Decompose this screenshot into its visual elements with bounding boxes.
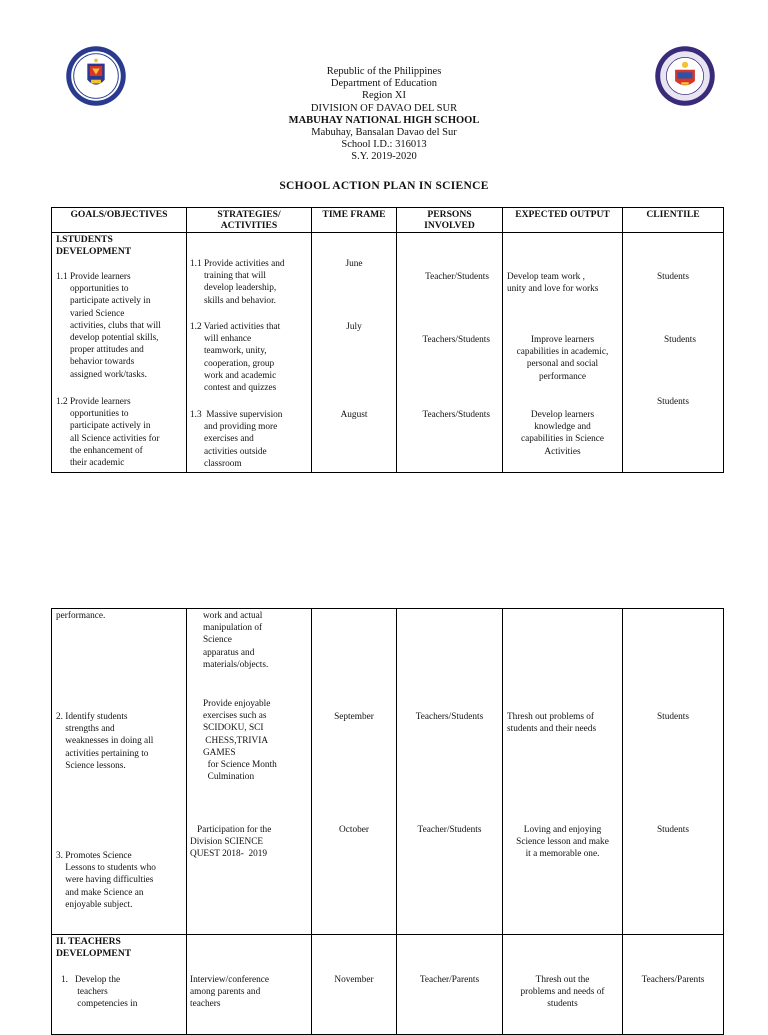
teachers-time-cell <box>312 935 397 1035</box>
clientele-cell-cont <box>623 609 724 935</box>
col-header-goals: GOALS/OBJECTIVES <box>52 208 187 233</box>
persons-2b: Teachers/Students <box>415 712 484 722</box>
strategies-cell-cont <box>187 609 312 935</box>
document-header <box>0 66 768 164</box>
expected-output-cell-cont <box>503 609 623 935</box>
time-july: July <box>346 322 362 332</box>
header-republic: Republic of the Philippines <box>326 66 442 77</box>
clientele-3: Students <box>656 397 690 407</box>
goal-continuation: performance. <box>56 611 106 621</box>
output-2b: Thresh out problems of students and their needs <box>507 712 597 735</box>
teacher-output-1: Thresh out the problems and needs of students <box>520 975 605 1010</box>
teacher-goal-1: 1. Develop the teachers competencies in <box>61 975 138 1010</box>
strategy-1-2: 1.2 Varied activities that will enhance teamwork, unity, cooperation, group work and academic contest and quizzes <box>190 322 281 394</box>
strategy-2: Provide enjoyable exercises such as SCIDOKU, SCI CHESS,TRIVIA GAMES for Science Month Culmination <box>202 699 277 783</box>
clientele-2: Students <box>663 335 697 345</box>
teachers-clientele-cell <box>623 935 724 1035</box>
clientele-2b: Students <box>656 712 690 722</box>
persons-3b: Teacher/Students <box>417 825 482 835</box>
goals-cell <box>52 233 187 473</box>
expected-output-cell <box>503 233 623 473</box>
teachers-persons-cell <box>397 935 503 1035</box>
teachers-goals-cell <box>52 935 187 1035</box>
clientele-1: Students <box>656 272 690 282</box>
strategy-1-1: 1.1 Provide activities and training that will develop leadership, skills and behavior. <box>190 259 285 306</box>
goals-cell-cont <box>52 609 187 935</box>
teacher-strategy-1: Interview/conference among parents and teachers <box>190 975 269 1010</box>
time-june: June <box>345 259 363 269</box>
section-teachers-development: II. TEACHERS DEVELOPMENT <box>56 936 132 959</box>
col-header-strategies: STRATEGIES/ ACTIVITIES <box>187 208 312 233</box>
output-1: Develop team work , unity and love for works <box>507 272 599 295</box>
teachers-strategies-cell <box>187 935 312 1035</box>
header-division: DIVISION OF DAVAO DEL SUR <box>310 102 458 114</box>
goal-1-2: 1.2 Provide learners opportunities to participate actively in all Science activities for the enhancement of their academic <box>56 397 160 469</box>
persons-3: Teachers/Students <box>422 410 490 420</box>
time-frame-cell-cont <box>312 609 397 935</box>
clientele-3b: Students <box>656 825 690 835</box>
clientele-cell <box>623 233 724 473</box>
persons-1: Teacher/Students <box>425 272 489 282</box>
time-september: September <box>334 712 374 722</box>
output-2: Improve learners capabilities in academic, personal and social performance <box>516 335 609 382</box>
action-plan-table-part2 <box>51 608 724 1035</box>
time-november: November <box>334 975 374 985</box>
header-school-name: MABUHAY NATIONAL HIGH SCHOOL <box>288 114 480 126</box>
header-department: Department of Education <box>330 78 438 90</box>
col-header-clientele: CLIENTILE <box>623 208 724 233</box>
persons-involved-cell <box>397 233 503 473</box>
col-header-persons: PERSONS INVOLVED <box>397 208 503 233</box>
output-3b: Loving and enjoying Science lesson and make it a memorable one. <box>516 825 609 860</box>
col-header-expected-output: EXPECTED OUTPUT <box>503 208 623 233</box>
strategy-continuation: work and actual manipulation of Science apparatus and materials/objects. <box>202 611 269 670</box>
strategy-3: Participation for the Division SCIENCE QUEST 2018- 2019 <box>190 825 272 860</box>
document-title: SCHOOL ACTION PLAN IN SCIENCE <box>279 180 489 192</box>
teachers-output-cell <box>503 935 623 1035</box>
header-address: Mabuhay, Bansalan Davao del Sur <box>311 127 457 139</box>
time-august: August <box>340 410 368 420</box>
persons-2: Teachers/Students <box>422 335 490 345</box>
persons-involved-cell-cont <box>397 609 503 935</box>
time-frame-cell <box>312 233 397 473</box>
goal-3: 3. Promotes Science Lessons to students who were having difficulties and make Science an enjoyable subject. <box>56 851 156 910</box>
header-region: Region XI <box>361 90 407 102</box>
goal-2: 2. Identify students strengths and weaknesses in doing all activities pertaining to Science lessons. <box>56 712 154 771</box>
action-plan-table-part1 <box>51 207 724 473</box>
section-students-development: I.STUDENTS DEVELOPMENT <box>56 234 132 257</box>
col-header-time-frame: TIME FRAME <box>312 208 397 233</box>
header-school-year: S.Y. 2019-2020 <box>351 151 417 163</box>
header-school-id: School I.D.: 316013 <box>341 139 427 151</box>
goal-1-1: 1.1 Provide learners opportunities to participate actively in varied Science activities, clubs that will develop potential skills, proper attitudes and behavior towards assigned work/tasks. <box>56 272 161 380</box>
strategies-cell <box>187 233 312 473</box>
strategy-1-3: 1.3 Massive supervision and providing more exercises and activities outside classroom <box>190 410 283 469</box>
time-october: October <box>339 825 369 835</box>
output-3: Develop learners knowledge and capabilities in Science Activities <box>520 410 605 457</box>
teacher-persons-1: Teacher/Parents <box>419 975 480 985</box>
teacher-clientele-1: Teachers/Parents <box>641 975 705 985</box>
